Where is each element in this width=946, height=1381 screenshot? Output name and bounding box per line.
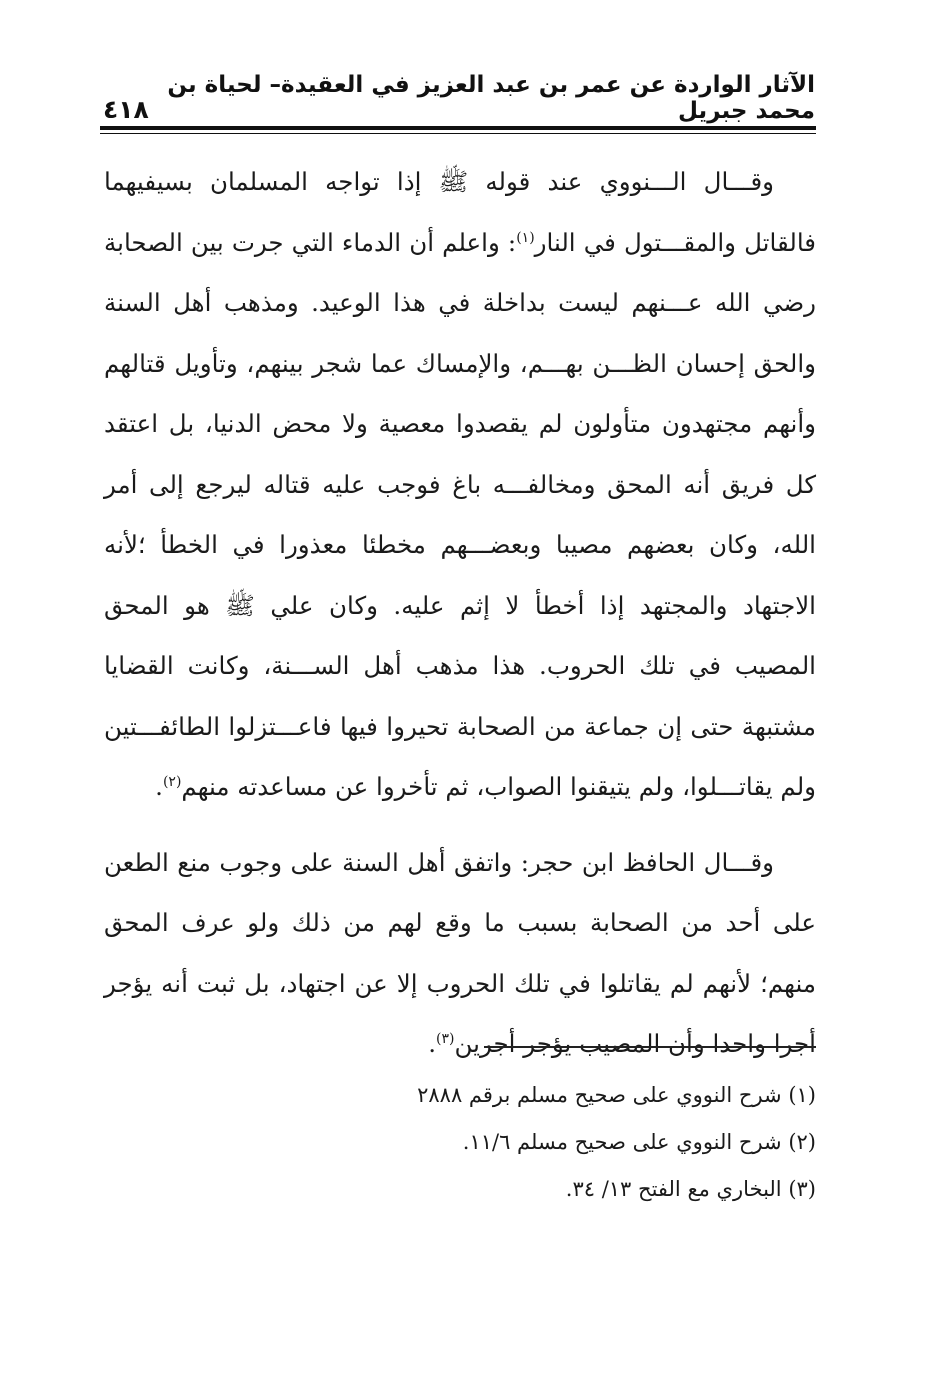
footnote-3: (٣) البخاري مع الفتح ١٣/ ٣٤. <box>565 1177 816 1201</box>
paragraph-2 <box>104 833 816 1075</box>
paragraph-1-text-end: . <box>155 772 163 801</box>
body-text <box>104 152 816 1075</box>
header-rule-thin <box>100 133 816 134</box>
paragraph-2-text: وقـــال الحافظ ابن حجر: واتفق أهل السنة على وجوب منع الطعن على أحد من الصحابة بسبب ما وقع لهم من ذلك ولو عرف المحق منهم؛ لأنهم لم يقاتلوا في تلك الحروب إلا عن اجتهاد، بل ثبت أنه يؤجر أجرا واحدا وأن المصيب يؤجر أجرين <box>104 847 816 1058</box>
footnote-ref-3[interactable]: (٣) <box>436 1030 455 1047</box>
paragraph-2-text-end: . <box>428 1029 437 1058</box>
footnote-2: (٢) شرح النووي على صحيح مسلم ١١/٦. <box>462 1130 816 1154</box>
paragraph-1 <box>104 152 816 818</box>
footnote-ref-1[interactable]: (١) <box>516 229 535 246</box>
footnote-separator <box>484 1046 816 1048</box>
running-header <box>103 72 815 124</box>
footnote-1: (١) شرح النووي على صحيح مسلم برقم ٢٨٨٨ <box>417 1083 816 1107</box>
paragraph-1-text-start: وقـــال الـــنووي عند قوله ﷺ إذا تواجه المسلمان بسيفيهما فالقاتل والمقـــتول في النار <box>104 167 817 257</box>
page-number: ٤١٨ <box>103 95 149 124</box>
paragraph-1-text-middle: : واعلم أن الدماء التي جرت بين الصحابة رضي الله عـــنهم ليست بداخلة في هذا الوعيد. ومذهب أهل السنة والحق إحسان الظـــن بهـــم، والإمساك عما شجر بينهم، وتأويل قتالهم وأنهم مجتهدون متأولون لم يقصدوا معصية ولا محض الدنيا، بل اعتقد كل فريق أنه المحق ومخالفـــه باغ فوجب عليه قتاله ليرجع إلى أمر الله، وكان بعضهم مصيبا وبعضـــهم مخطئا معذورا في الخطأ ؛لأنه الاجتهاد والمجتهد إذا أخطأ لا إثم عليه. وكان علي ﷺ هو المحق المصيب في تلك الحروب. هذا مذهب أهل الســـنة، وكانت القضايا مشتبهة حتى إن جماعة من الصحابة تحيروا فيها فاعـــتزلوا الطائفـــتين ولم يقاتـــلوا، ولم يتيقنوا الصواب، ثم تأخروا عن مساعدته منهم <box>104 227 816 801</box>
running-title: الآثار الواردة عن عمر بن عبد العزيز في العقيدة– لحياة بن محمد جبريل <box>167 72 815 124</box>
header-rule <box>100 126 816 130</box>
footnote-ref-2[interactable]: (٢) <box>162 773 182 790</box>
footnotes <box>104 1072 816 1213</box>
